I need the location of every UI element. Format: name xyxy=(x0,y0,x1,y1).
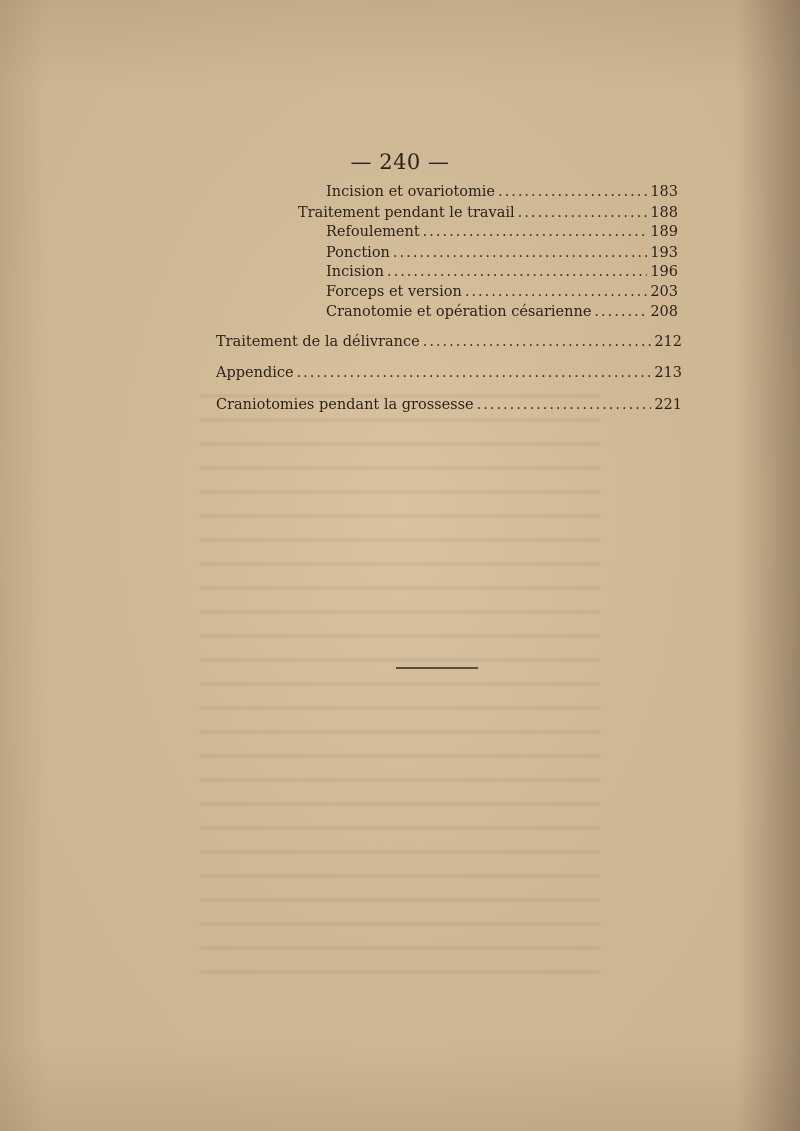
toc-leader-dots xyxy=(423,223,647,241)
toc-leader-dots xyxy=(297,364,651,382)
toc-entry xyxy=(326,244,678,262)
toc-entry xyxy=(216,364,682,382)
toc-entry xyxy=(326,263,678,281)
toc-entry-label: Ponction xyxy=(326,245,390,261)
toc-entry-label: Incision xyxy=(326,264,384,280)
toc-entry-label: Traitement de la délivrance xyxy=(216,334,420,350)
toc-leader-dots xyxy=(387,263,647,281)
toc-entry-page: 196 xyxy=(650,264,678,280)
toc-entry-page: 203 xyxy=(650,284,678,300)
toc-entry-label: Craniotomies pendant la grossesse xyxy=(216,397,474,413)
toc-entry-label: Incision et ovariotomie xyxy=(326,184,495,200)
toc-entry-label: Refoulement xyxy=(326,224,420,240)
toc-entry xyxy=(326,303,678,321)
toc-leader-dots xyxy=(465,283,647,301)
toc-entry-page: 212 xyxy=(654,334,682,350)
toc-entry-page: 208 xyxy=(650,304,678,320)
toc-entry-page: 193 xyxy=(650,245,678,261)
toc-entry-page: 221 xyxy=(654,397,682,413)
toc-leader-dots xyxy=(498,183,647,201)
toc-leader-dots xyxy=(518,204,647,222)
toc-entry-label: Traitement pendant le travail xyxy=(298,205,515,221)
toc-entry xyxy=(326,283,678,301)
toc-entry-page: 188 xyxy=(650,205,678,221)
toc-entry-page: 213 xyxy=(654,365,682,381)
toc-leader-dots xyxy=(393,244,647,262)
toc-entry-label: Cranotomie et opération césarienne xyxy=(326,304,592,320)
toc-entry-page: 189 xyxy=(650,224,678,240)
toc-leader-dots xyxy=(477,396,651,414)
page-number: — 240 — xyxy=(350,150,450,174)
toc-leader-dots xyxy=(423,333,651,351)
toc-entry xyxy=(216,396,682,414)
toc-entry-label: Forceps et version xyxy=(326,284,462,300)
show-through-rule xyxy=(396,667,478,669)
show-through-text xyxy=(200,395,600,985)
toc-entry xyxy=(216,333,682,351)
toc-entry xyxy=(326,223,678,241)
toc-leader-dots xyxy=(594,303,647,321)
toc-entry-label: Appendice xyxy=(216,365,294,381)
toc-entry xyxy=(298,204,678,222)
toc-entry-page: 183 xyxy=(650,184,678,200)
toc-entry xyxy=(326,183,678,201)
